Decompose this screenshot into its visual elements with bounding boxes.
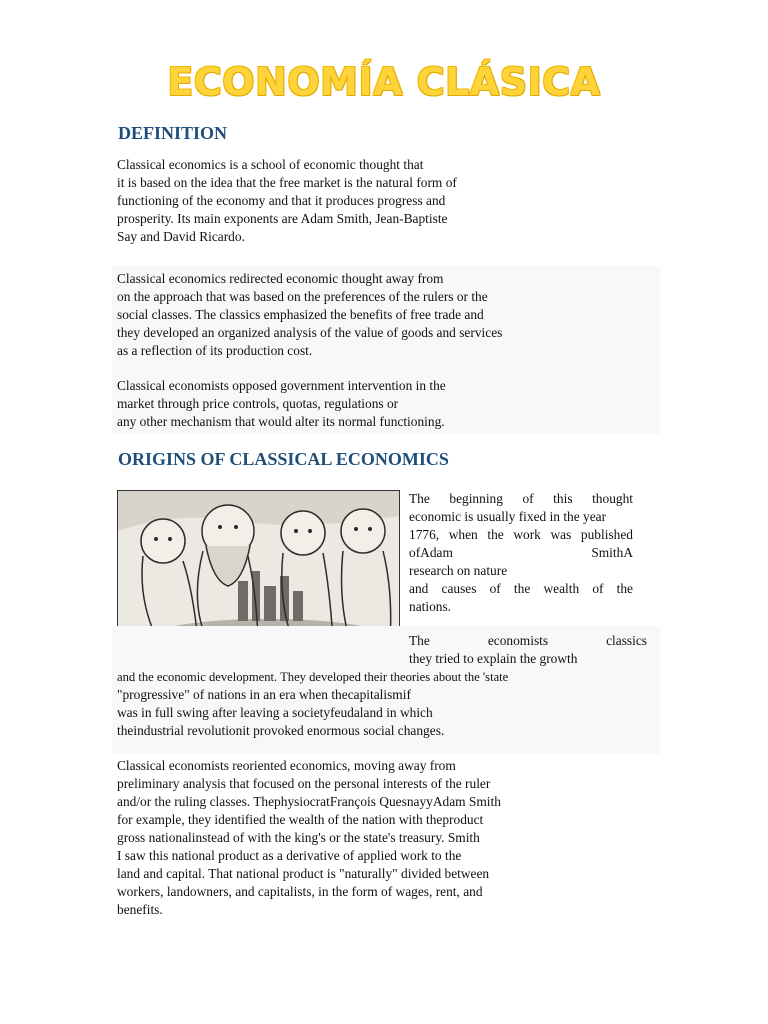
definition-paragraph-3: [117, 377, 446, 431]
text-line: The economists classics: [409, 633, 647, 648]
text-line: Say and David Ricardo.: [117, 229, 245, 244]
definition-heading: DEFINITION: [118, 123, 228, 143]
text-line: Classical economics is a school of economic thought that: [117, 157, 424, 172]
origins-heading: ORIGINS OF CLASSICAL ECONOMICS: [118, 449, 449, 469]
text-line: functioning of the economy and that it produces progress and: [117, 193, 446, 208]
text-line: social classes. The classics emphasized the benefits of free trade and: [117, 307, 484, 322]
text-line: Classical economics redirected economic thought away from: [117, 271, 444, 286]
page-title: ECONOMÍA CLÁSICA: [167, 60, 601, 104]
text-line: ofAdam SmithA: [409, 545, 633, 560]
text-line: any other mechanism that would alter its normal functioning.: [117, 414, 445, 429]
text-line: I saw this national product as a derivative of applied work to the: [117, 848, 462, 863]
text-line: research on nature: [409, 563, 508, 578]
text-line: it is based on the idea that the free market is the natural form of: [117, 175, 457, 190]
text-line: Classical economists opposed government intervention in the: [117, 378, 446, 393]
origins-side-paragraph-2: [409, 632, 647, 668]
origins-side-paragraph-1: [409, 490, 633, 616]
text-line: land and capital. That national product is "naturally" divided between: [117, 866, 490, 881]
definition-paragraph-2: [117, 270, 502, 360]
text-line: "progressive" of nations in an era when thecapitalismif: [117, 687, 411, 702]
text-line: as a reflection of its production cost.: [117, 343, 313, 358]
text-line: economic is usually fixed in the year: [409, 509, 607, 524]
origins-full-paragraph: [117, 668, 508, 740]
text-line: The beginning of this thought: [409, 491, 633, 506]
text-line: they tried to explain the growth: [409, 651, 578, 666]
text-line: and the economic development. They developed their theories about the 'state: [117, 670, 509, 684]
origins-final-paragraph: [117, 757, 501, 919]
text-line: prosperity. Its main exponents are Adam Smith, Jean-Baptiste: [117, 211, 448, 226]
text-line: and causes of the wealth of the: [409, 581, 633, 596]
text-line: benefits.: [117, 902, 163, 917]
text-line: nations.: [409, 599, 452, 614]
text-line: workers, landowners, and capitalists, in the form of wages, rent, and: [117, 884, 483, 899]
text-line: theindustrial revolutionit provoked enormous social changes.: [117, 723, 445, 738]
text-line: 1776, when the work was published: [409, 527, 633, 542]
text-line: was in full swing after leaving a societyfeudaland in which: [117, 705, 433, 720]
text-line: on the approach that was based on the preferences of the rulers or the: [117, 289, 488, 304]
text-line: for example, they identified the wealth of the nation with theproduct: [117, 812, 484, 827]
text-line: they developed an organized analysis of the value of goods and services: [117, 325, 503, 340]
text-line: Classical economists reoriented economics, moving away from: [117, 758, 456, 773]
text-line: market through price controls, quotas, regulations or: [117, 396, 399, 411]
text-line: and/or the ruling classes. ThephysiocratFrançois QuesnayyAdam Smith: [117, 794, 501, 809]
definition-paragraph-1: [117, 156, 457, 246]
text-line: gross nationalinstead of with the king's or the state's treasury. Smith: [117, 830, 480, 845]
text-line: preliminary analysis that focused on the personal interests of the ruler: [117, 776, 491, 791]
